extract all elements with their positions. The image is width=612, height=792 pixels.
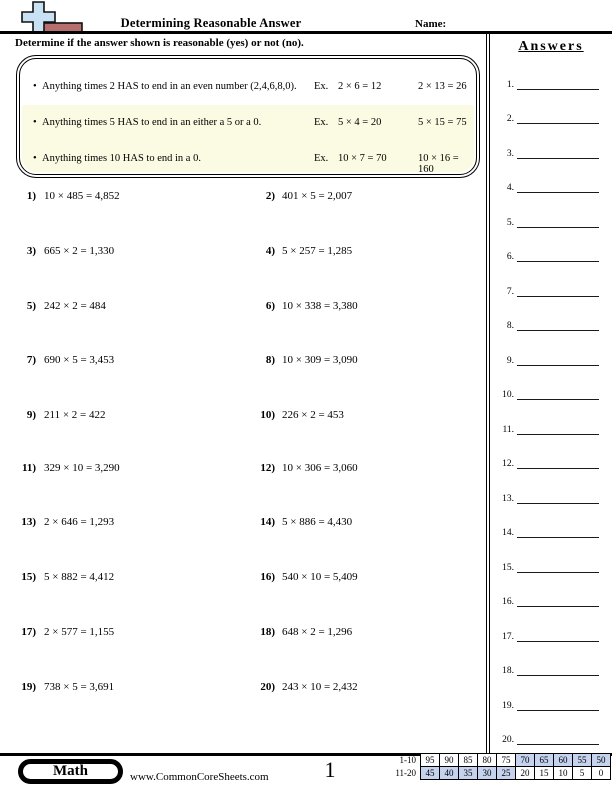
answer-number: 14. — [502, 528, 514, 538]
score-cell: 55 — [573, 754, 592, 767]
problem-number: 19) — [21, 681, 36, 693]
problem-number: 8) — [265, 354, 275, 366]
answer-row-17 — [494, 630, 606, 642]
problem-number: 15) — [21, 571, 36, 583]
answer-number: 19. — [502, 701, 514, 711]
rule-row — [20, 81, 476, 95]
answer-row-18 — [494, 664, 606, 676]
rule-example-1: 10 × 7 = 70 — [338, 153, 387, 164]
problem-equation: 5 × 886 = 4,430 — [282, 516, 353, 528]
problem-equation: 10 × 338 = 3,380 — [282, 300, 358, 312]
problem-equation: 5 × 882 = 4,412 — [44, 571, 115, 583]
score-grid — [420, 753, 611, 780]
answer-number: 11. — [502, 425, 514, 435]
answer-line[interactable] — [517, 78, 599, 90]
rule-example-2: 2 × 13 = 26 — [418, 81, 467, 92]
answer-row-8 — [494, 319, 606, 331]
example-label: Ex. — [314, 117, 329, 128]
score-cell: 60 — [554, 754, 573, 767]
subject-label: Math — [53, 763, 88, 779]
score-cell: 25 — [497, 767, 516, 780]
answer-row-10 — [494, 388, 606, 400]
score-cell: 50 — [592, 754, 611, 767]
column-divider — [486, 34, 490, 753]
answer-row-15 — [494, 561, 606, 573]
problem-4 — [0, 245, 486, 259]
answer-line[interactable] — [517, 354, 599, 366]
answer-row-9 — [494, 354, 606, 366]
problem-number: 17) — [21, 626, 36, 638]
problem-number: 18) — [260, 626, 275, 638]
score-cell: 20 — [516, 767, 535, 780]
name-label: Name: — [415, 18, 447, 30]
rule-example-1: 2 × 6 = 12 — [338, 81, 382, 92]
score-cell: 10 — [554, 767, 573, 780]
problem-equation: 2 × 577 = 1,155 — [44, 626, 115, 638]
problem-18 — [0, 626, 486, 640]
score-cell: 30 — [478, 767, 497, 780]
score-cell: 45 — [421, 767, 440, 780]
score-cell: 5 — [573, 767, 592, 780]
answer-number: 15. — [502, 563, 514, 573]
answer-number: 7. — [506, 287, 514, 297]
score-cell: 90 — [440, 754, 459, 767]
problem-equation: 2 × 646 = 1,293 — [44, 516, 115, 528]
answer-number: 10. — [502, 390, 514, 400]
problem-equation: 226 × 2 = 453 — [282, 409, 344, 421]
answer-number: 9. — [506, 356, 514, 366]
answer-number: 17. — [502, 632, 514, 642]
plus-logo-icon — [21, 1, 87, 34]
answer-number: 12. — [502, 459, 514, 469]
subject-badge — [18, 759, 123, 784]
answer-row-3 — [494, 147, 606, 159]
answer-number: 1. — [506, 80, 514, 90]
rules-box — [16, 55, 480, 178]
problem-equation: 5 × 257 = 1,285 — [282, 245, 353, 257]
problem-equation: 10 × 309 = 3,090 — [282, 354, 358, 366]
answer-line[interactable] — [517, 319, 599, 331]
answer-row-11 — [494, 423, 606, 435]
score-cell: 75 — [497, 754, 516, 767]
rule-row — [20, 117, 476, 131]
problem-14 — [0, 516, 486, 530]
problem-number: 12) — [260, 462, 275, 474]
answer-row-6 — [494, 250, 606, 262]
rule-example-2: 10 × 16 = 160 — [418, 153, 459, 175]
rule-text: Anything times 2 HAS to end in an even number (2,4,6,8,0). — [42, 81, 297, 92]
problem-equation: 648 × 2 = 1,296 — [282, 626, 353, 638]
problem-10 — [0, 409, 486, 423]
answers-title: Answers — [518, 39, 584, 54]
bullet-icon: • — [33, 153, 37, 164]
problem-equation: 329 × 10 = 3,290 — [44, 462, 120, 474]
answer-number: 18. — [502, 666, 514, 676]
problem-equation: 211 × 2 = 422 — [44, 409, 106, 421]
problem-equation: 243 × 10 = 2,432 — [282, 681, 358, 693]
answer-line[interactable] — [517, 630, 599, 642]
score-cell: 65 — [535, 754, 554, 767]
problem-equation: 690 × 5 = 3,453 — [44, 354, 115, 366]
problem-number: 6) — [265, 300, 275, 312]
score-cell: 40 — [440, 767, 459, 780]
answer-number: 16. — [502, 597, 514, 607]
problem-equation: 401 × 5 = 2,007 — [282, 190, 353, 202]
answer-line[interactable] — [517, 492, 599, 504]
problem-number: 2) — [265, 190, 275, 202]
problem-equation: 540 × 10 = 5,409 — [282, 571, 358, 583]
problem-equation: 10 × 306 = 3,060 — [282, 462, 358, 474]
score-cell: 70 — [516, 754, 535, 767]
answer-line[interactable] — [517, 699, 599, 711]
answer-line[interactable] — [517, 733, 599, 745]
problem-number: 5) — [26, 300, 36, 312]
problem-equation: 738 × 5 = 3,691 — [44, 681, 115, 693]
answer-number: 4. — [506, 183, 514, 193]
answer-line[interactable] — [517, 216, 599, 228]
rule-text: Anything times 5 HAS to end in an either a 5 or a 0. — [42, 117, 262, 128]
answer-number: 3. — [506, 149, 514, 159]
problem-number: 1) — [26, 190, 36, 202]
page-title: Determining Reasonable Answer — [120, 16, 302, 30]
answer-row-14 — [494, 526, 606, 538]
score-cell: 35 — [459, 767, 478, 780]
answer-row-19 — [494, 699, 606, 711]
answer-row-2 — [494, 112, 606, 124]
problem-number: 3) — [26, 245, 36, 257]
answer-line[interactable] — [517, 250, 599, 262]
problem-number: 9) — [26, 409, 36, 421]
score-cell: 80 — [478, 754, 497, 767]
score-row1-label: 1-10 — [399, 755, 416, 765]
example-label: Ex. — [314, 81, 329, 92]
answer-line[interactable] — [517, 147, 599, 159]
problem-number: 14) — [260, 516, 275, 528]
problem-12 — [0, 462, 486, 476]
score-row2-label: 11-20 — [395, 768, 416, 778]
answer-line[interactable] — [517, 526, 599, 538]
answer-row-4 — [494, 181, 606, 193]
answer-line[interactable] — [517, 595, 599, 607]
answer-line[interactable] — [517, 388, 599, 400]
answer-row-16 — [494, 595, 606, 607]
rule-row — [20, 153, 476, 175]
problem-number: 13) — [21, 516, 36, 528]
problem-20 — [0, 681, 486, 695]
answer-line[interactable] — [517, 112, 599, 124]
answer-number: 8. — [506, 321, 514, 331]
answer-line[interactable] — [517, 561, 599, 573]
answer-row-13 — [494, 492, 606, 504]
score-cell: 15 — [535, 767, 554, 780]
bullet-icon: • — [33, 81, 37, 92]
page-number: 1 — [324, 757, 336, 782]
answer-row-7 — [494, 285, 606, 297]
score-cell: 0 — [592, 767, 611, 780]
answer-line[interactable] — [517, 423, 599, 435]
problem-6 — [0, 300, 486, 314]
answer-number: 6. — [506, 252, 514, 262]
problem-equation: 242 × 2 = 484 — [44, 300, 106, 312]
answer-number: 20. — [502, 735, 514, 745]
score-cell: 95 — [421, 754, 440, 767]
header-rule — [0, 31, 612, 34]
problem-number: 11) — [21, 462, 36, 474]
answer-line[interactable] — [517, 181, 599, 193]
website-text: www.CommonCoreSheets.com — [130, 771, 269, 783]
rule-example-2: 5 × 15 = 75 — [418, 117, 467, 128]
answer-line[interactable] — [517, 457, 599, 469]
problem-number: 10) — [260, 409, 275, 421]
example-label: Ex. — [314, 153, 329, 164]
problem-equation: 665 × 2 = 1,330 — [44, 245, 115, 257]
answer-number: 13. — [502, 494, 514, 504]
problem-8 — [0, 354, 486, 368]
rule-example-1: 5 × 4 = 20 — [338, 117, 382, 128]
answer-line[interactable] — [517, 285, 599, 297]
problem-number: 7) — [26, 354, 36, 366]
answer-row-12 — [494, 457, 606, 469]
rule-text: Anything times 10 HAS to end in a 0. — [42, 153, 201, 164]
score-cell: 85 — [459, 754, 478, 767]
bullet-icon: • — [33, 117, 37, 128]
answer-number: 5. — [506, 218, 514, 228]
directive-text: Determine if the answer shown is reasonable (yes) or not (no). — [15, 37, 304, 49]
problem-number: 20) — [260, 681, 275, 693]
problem-2 — [0, 190, 486, 204]
answer-row-5 — [494, 216, 606, 228]
answer-number: 2. — [506, 114, 514, 124]
problem-equation: 10 × 485 = 4,852 — [44, 190, 120, 202]
problem-number: 4) — [265, 245, 275, 257]
answer-row-1 — [494, 78, 606, 90]
answer-line[interactable] — [517, 664, 599, 676]
problem-number: 16) — [260, 571, 275, 583]
problem-16 — [0, 571, 486, 585]
answer-row-20 — [494, 733, 606, 745]
